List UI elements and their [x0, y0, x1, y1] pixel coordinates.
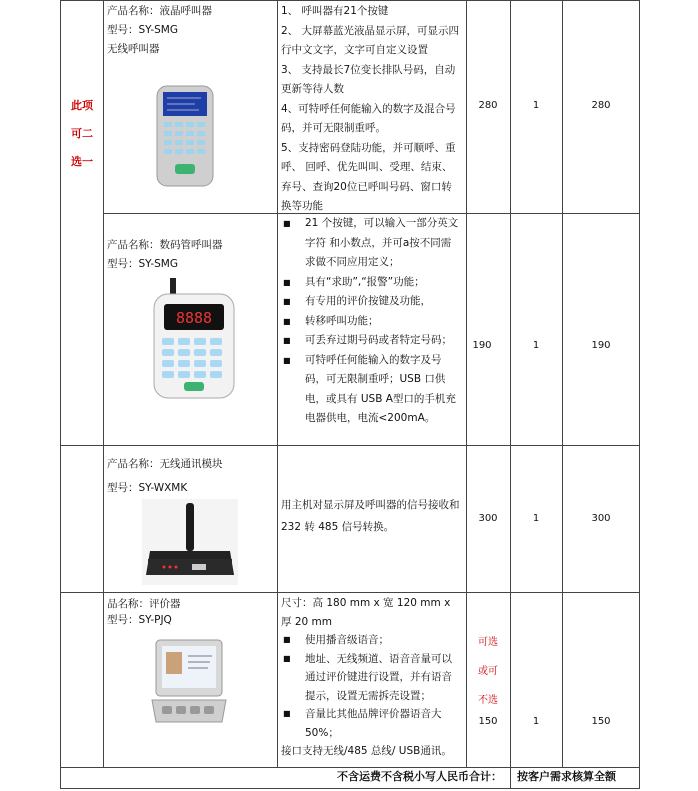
product-info: 产品名称：无线通讯模块 型号：SY-WXMK	[107, 458, 223, 494]
optional-choice-label: 此项 可二 选一	[71, 99, 93, 168]
unit-price: 280	[478, 100, 498, 111]
product-description: 用主机对显示屏及呼叫器的信号接收和232 转 485 信号转换。	[281, 499, 460, 533]
optional-note: 可选 或可 不选	[478, 637, 498, 706]
subtotal: 300	[591, 513, 611, 524]
total-label: 不含运费不含税小写人民币合计：	[337, 770, 502, 783]
total-value: 按客户需求核算全额	[517, 770, 616, 783]
product-description: 尺寸：高 180 mm x 宽 120 mm x 厚 20 mm ■ 使用播音级语音； ■ 地址、无线频道、语音音量可以通过评价键进行设置，并有语音提示，设置无需拆壳设置； ■ 音量比其他品牌评价器语音大50%； 接口支持无线/485 总线/ USB通讯。	[281, 594, 461, 761]
wireless-module-image	[142, 499, 238, 585]
quantity: 1	[532, 100, 540, 111]
product-info: 产品名称：数码管呼叫器 型号：SY-SMG	[107, 239, 223, 270]
subtotal: 150	[591, 716, 611, 727]
evaluator-image	[150, 638, 228, 724]
lcd-caller-image	[155, 84, 215, 188]
unit-price: 190	[472, 340, 492, 351]
unit-price: 150	[478, 716, 498, 727]
digital-caller-image	[150, 276, 238, 402]
subtotal: 190	[591, 340, 611, 351]
product-description: 1、 呼叫器有21个按键 2、 大屏幕蓝光液晶显示屏，可显示四行中文文字，文字可自定义设置 3、 支持最长7位变长排队号码，自动更新等待人数 4、可特呼任何能输入的数字及混合号码，并可无限制重呼。 5、支持密码登陆功能，并可顺呼、重呼、 回呼、优先叫叫、受理、结束、弃号、查询20位已呼叫号码、窗口转换等功能	[281, 5, 460, 212]
quantity: 1	[532, 716, 540, 727]
product-info: 品名称：评价器 型号：SY-PJQ	[107, 598, 181, 626]
quantity: 1	[532, 340, 540, 351]
unit-price: 300	[478, 513, 498, 524]
subtotal: 280	[591, 100, 611, 111]
product-info: 产品名称：液晶呼叫器 型号：SY-SMG 无线呼叫器	[107, 5, 212, 55]
product-description: ■ 21 个按键，可以输入一部分英文字符 和小数点，并可a按不同需求做不同应用定义； ■ 具有“求助”,“报警”功能； ■ 有专用的评价按键及功能， ■ 转移呼叫功能； ■ 可丢弃过期号码或者特定号码； ■ 可特呼任何能输入的数字及号码，可无限制重呼；USB 口供电，或具有 USB A型口的手机充电器供电，电流<200mA。	[281, 214, 461, 429]
digital-display-text: 8888	[175, 309, 213, 327]
quantity: 1	[532, 513, 540, 524]
